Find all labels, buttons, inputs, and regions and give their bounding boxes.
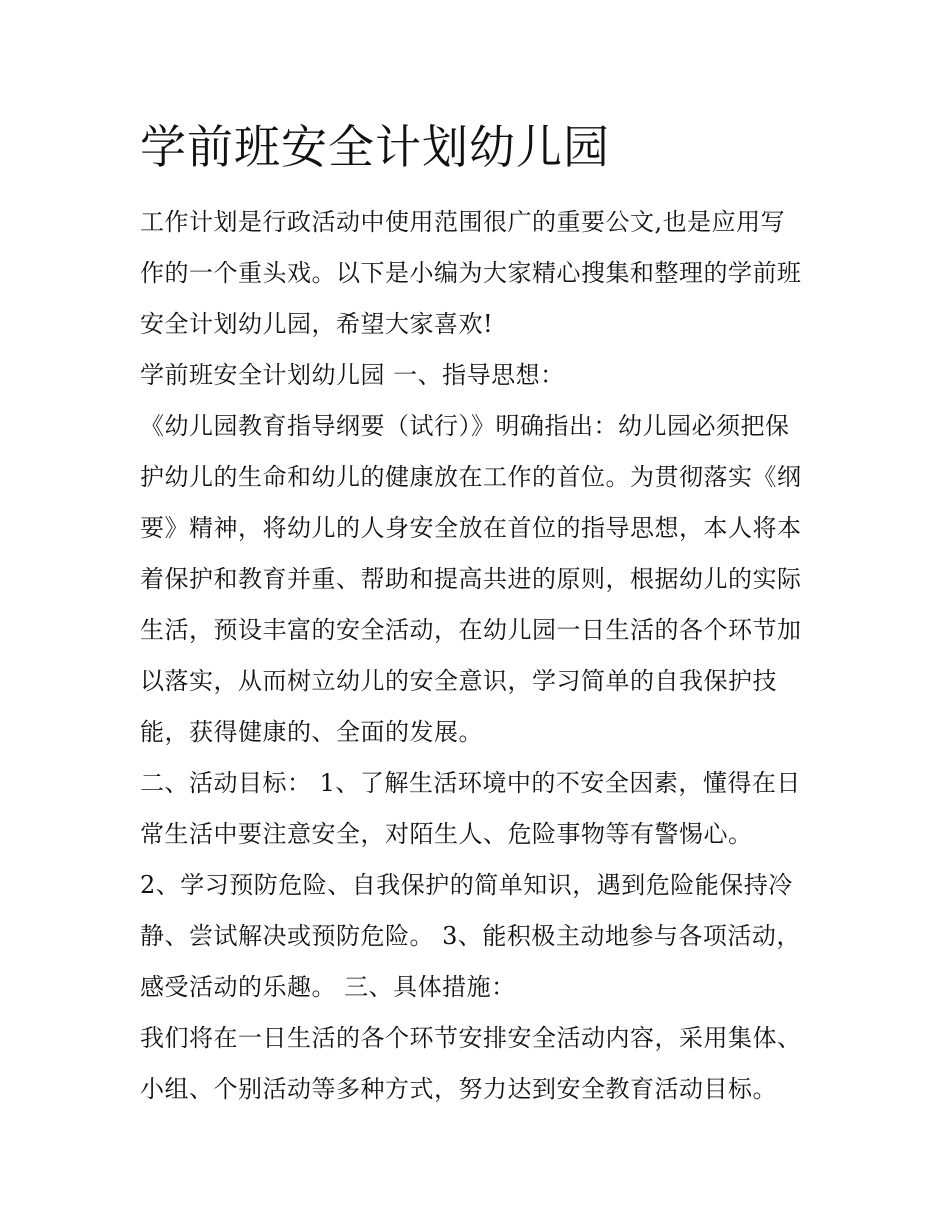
body-line: 小组、个别活动等多种方式，努力达到安全教育活动目标。	[140, 1075, 777, 1103]
body-line: 护幼儿的生命和幼儿的健康放在工作的首位。为贯彻落实《纲	[140, 463, 802, 491]
body-line: 能，获得健康的、全面的发展。	[140, 718, 483, 746]
body-line: 安全计划幼儿园，希望大家喜欢!	[140, 310, 494, 338]
document-title: 学前班安全计划幼儿园	[140, 120, 610, 174]
body-line: 生活，预设丰富的安全活动，在幼儿园一日生活的各个环节加	[140, 616, 802, 644]
document-body	[140, 200, 820, 1118]
body-line: 常生活中要注意安全，对陌生人、危险事物等有警惕心。	[140, 820, 753, 848]
body-line: 我们将在一日生活的各个环节安排安全活动内容，采用集体、	[140, 1024, 802, 1052]
body-line: 《幼儿园教育指导纲要（试行）》明确指出：幼儿园必须把保	[140, 412, 790, 440]
section-heading-line: 二、活动目标： 1、了解生活环境中的不安全因素，懂得在日	[140, 769, 801, 797]
section-heading-line: 学前班安全计划幼儿园 一、指导思想：	[140, 361, 565, 389]
body-line: 2、学习预防危险、自我保护的简单知识，遇到危险能保持冷	[140, 871, 793, 899]
body-line: 着保护和教育并重、帮助和提高共进的原则，根据幼儿的实际	[140, 565, 802, 593]
body-line: 静、尝试解决或预防危险。 3、能积极主动地参与各项活动，	[140, 922, 801, 950]
body-line: 作的一个重头戏。以下是小编为大家精心搜集和整理的学前班	[140, 259, 802, 287]
section-heading-line: 感受活动的乐趣。 三、具体措施：	[140, 973, 516, 1001]
body-line: 工作计划是行政活动中使用范围很广的重要公文,也是应用写	[140, 208, 786, 236]
body-line: 要》精神，将幼儿的人身安全放在首位的指导思想，本人将本	[140, 514, 802, 542]
body-line: 以落实，从而树立幼儿的安全意识，学习简单的自我保护技	[140, 667, 777, 695]
